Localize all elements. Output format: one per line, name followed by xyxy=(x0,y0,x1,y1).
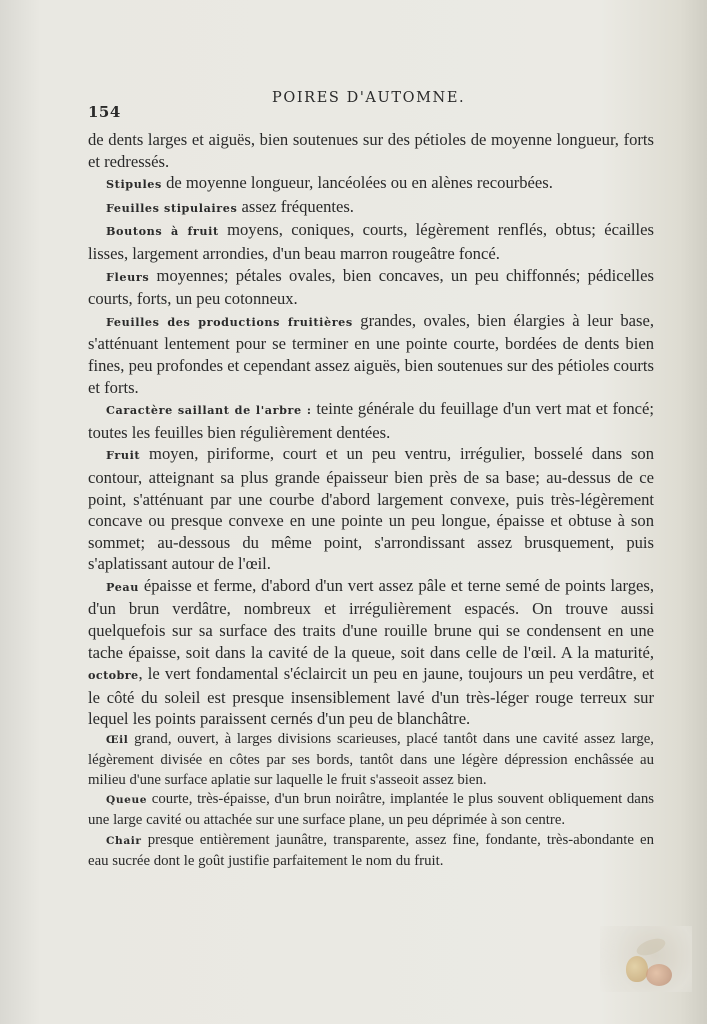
paragraph-fruit: Fruit moyen, piriforme, court et un peu ventru, irrégulier, bosselé dans son contour, atteignant sa plus grande épaisseur bien près de sa base; au-dessus de ce point, s'atténuant par une courbe d'abord largement convexe, puis très-légèrement concave ou presque convexe en une pointe un peu longue, épaisse et obtuse à son sommet; au-dessous du même point, s'arrondissant assez brusquement, puis s'aplatissant autour de l'œil. xyxy=(88,444,654,574)
page-number: 154 xyxy=(88,103,121,121)
term-heading: Chair xyxy=(106,835,142,848)
paragraph-continuation: de dents larges et aiguës, bien soutenues sur des pétioles de moyenne longueur, forts et redressés. xyxy=(88,130,654,171)
inline-term-octobre: octobre xyxy=(88,668,139,683)
term-heading: Feuilles des productions fruitières xyxy=(106,314,353,329)
paragraph-chair: Chair presque entièrement jaunâtre, transparente, assez fine, fondante, très-abondante en eau sucrée dont le goût justifie parfaitement le nom du fruit. xyxy=(88,832,655,869)
running-title: POIRES D'AUTOMNE. xyxy=(272,90,466,106)
apple-shape xyxy=(646,964,672,986)
paragraph-queue: Queue courte, très-épaisse, d'un brun noirâtre, implantée le plus souvent obliquement dans une large cavité ou attachée sur une surface plane, un peu déprimée à son centre. xyxy=(88,791,654,829)
term-heading: Fruit xyxy=(106,448,141,463)
term-heading: Peau xyxy=(106,579,140,594)
paragraph-caractere: Caractère saillant de l'arbre : teinte générale du feuillage d'un vert mat et foncé; toutes les feuilles bien régulièrement dentées. xyxy=(88,399,654,442)
paragraph-boutons: Boutons à fruit moyens, coniques, courts, légèrement renflés, obtus; écailles lisses, largement arrondies, d'un beau marron rougeâtre foncé. xyxy=(88,220,654,263)
term-heading: Boutons à fruit xyxy=(106,224,219,239)
leaf-shape xyxy=(635,935,668,958)
paragraph-peau: Peau épaisse et ferme, d'abord d'un vert assez pâle et terne semé de points larges, d'un brun verdâtre, nombreux et irrégulièrement espacés. On trouve aussi quelquefois sur sa surface des traits d'une rouille brune qui se condensent en une tache épaisse, soit dans la cavité de la queue, soit dans celle de l'œil. A la maturité, octobre, le vert fondamental s'éclaircit un peu en jaune, toujours un peu verdâtre, et le côté du soleil est presque insensiblement lavé d'un très-léger rouge terreux sur lequel les points paraissent cernés d'un peu de blanchâtre. xyxy=(88,575,654,729)
term-heading: Stipules xyxy=(106,177,162,192)
pear-shape xyxy=(626,956,648,982)
term-heading: Caractère saillant de l'arbre : xyxy=(106,403,312,418)
term-heading: Queue xyxy=(106,794,148,807)
term-heading: Feuilles stipulaires xyxy=(106,200,238,215)
term-heading: Œil xyxy=(106,734,129,747)
term-heading: Fleurs xyxy=(106,269,150,284)
paragraph-feuilles-stipulaires: Feuilles stipulaires assez fréquentes. xyxy=(106,196,354,216)
paragraph-feuilles-productions: Feuilles des productions fruitières grandes, ovales, bien élargies à leur base, s'atténuant lentement pour se terminer en une pointe courte, bordées de dents bien fines, peu profondes et cependant assez aiguës, bien soutenues sur des pétioles courts et forts. xyxy=(88,310,654,397)
body-text xyxy=(88,129,654,872)
fruit-vignette-image xyxy=(600,926,692,992)
paragraph-oeil: Œil grand, ouvert, à larges divisions scarieuses, placé tantôt dans une cavité assez large, légèrement divisée en côtes par ses bords, tantôt dans une légère dépression enchâssée au milieu d'une surface aplatie sur laquelle le fruit s'asseoit assez bien. xyxy=(88,731,655,788)
paragraph-fleurs: Fleurs moyennes; pétales ovales, bien concaves, un peu chiffonnés; pédicelles courts, forts, un peu cotonneux. xyxy=(88,265,654,309)
paragraph-stipules: Stipules de moyenne longueur, lancéolées ou en alènes recourbées. xyxy=(106,173,553,193)
